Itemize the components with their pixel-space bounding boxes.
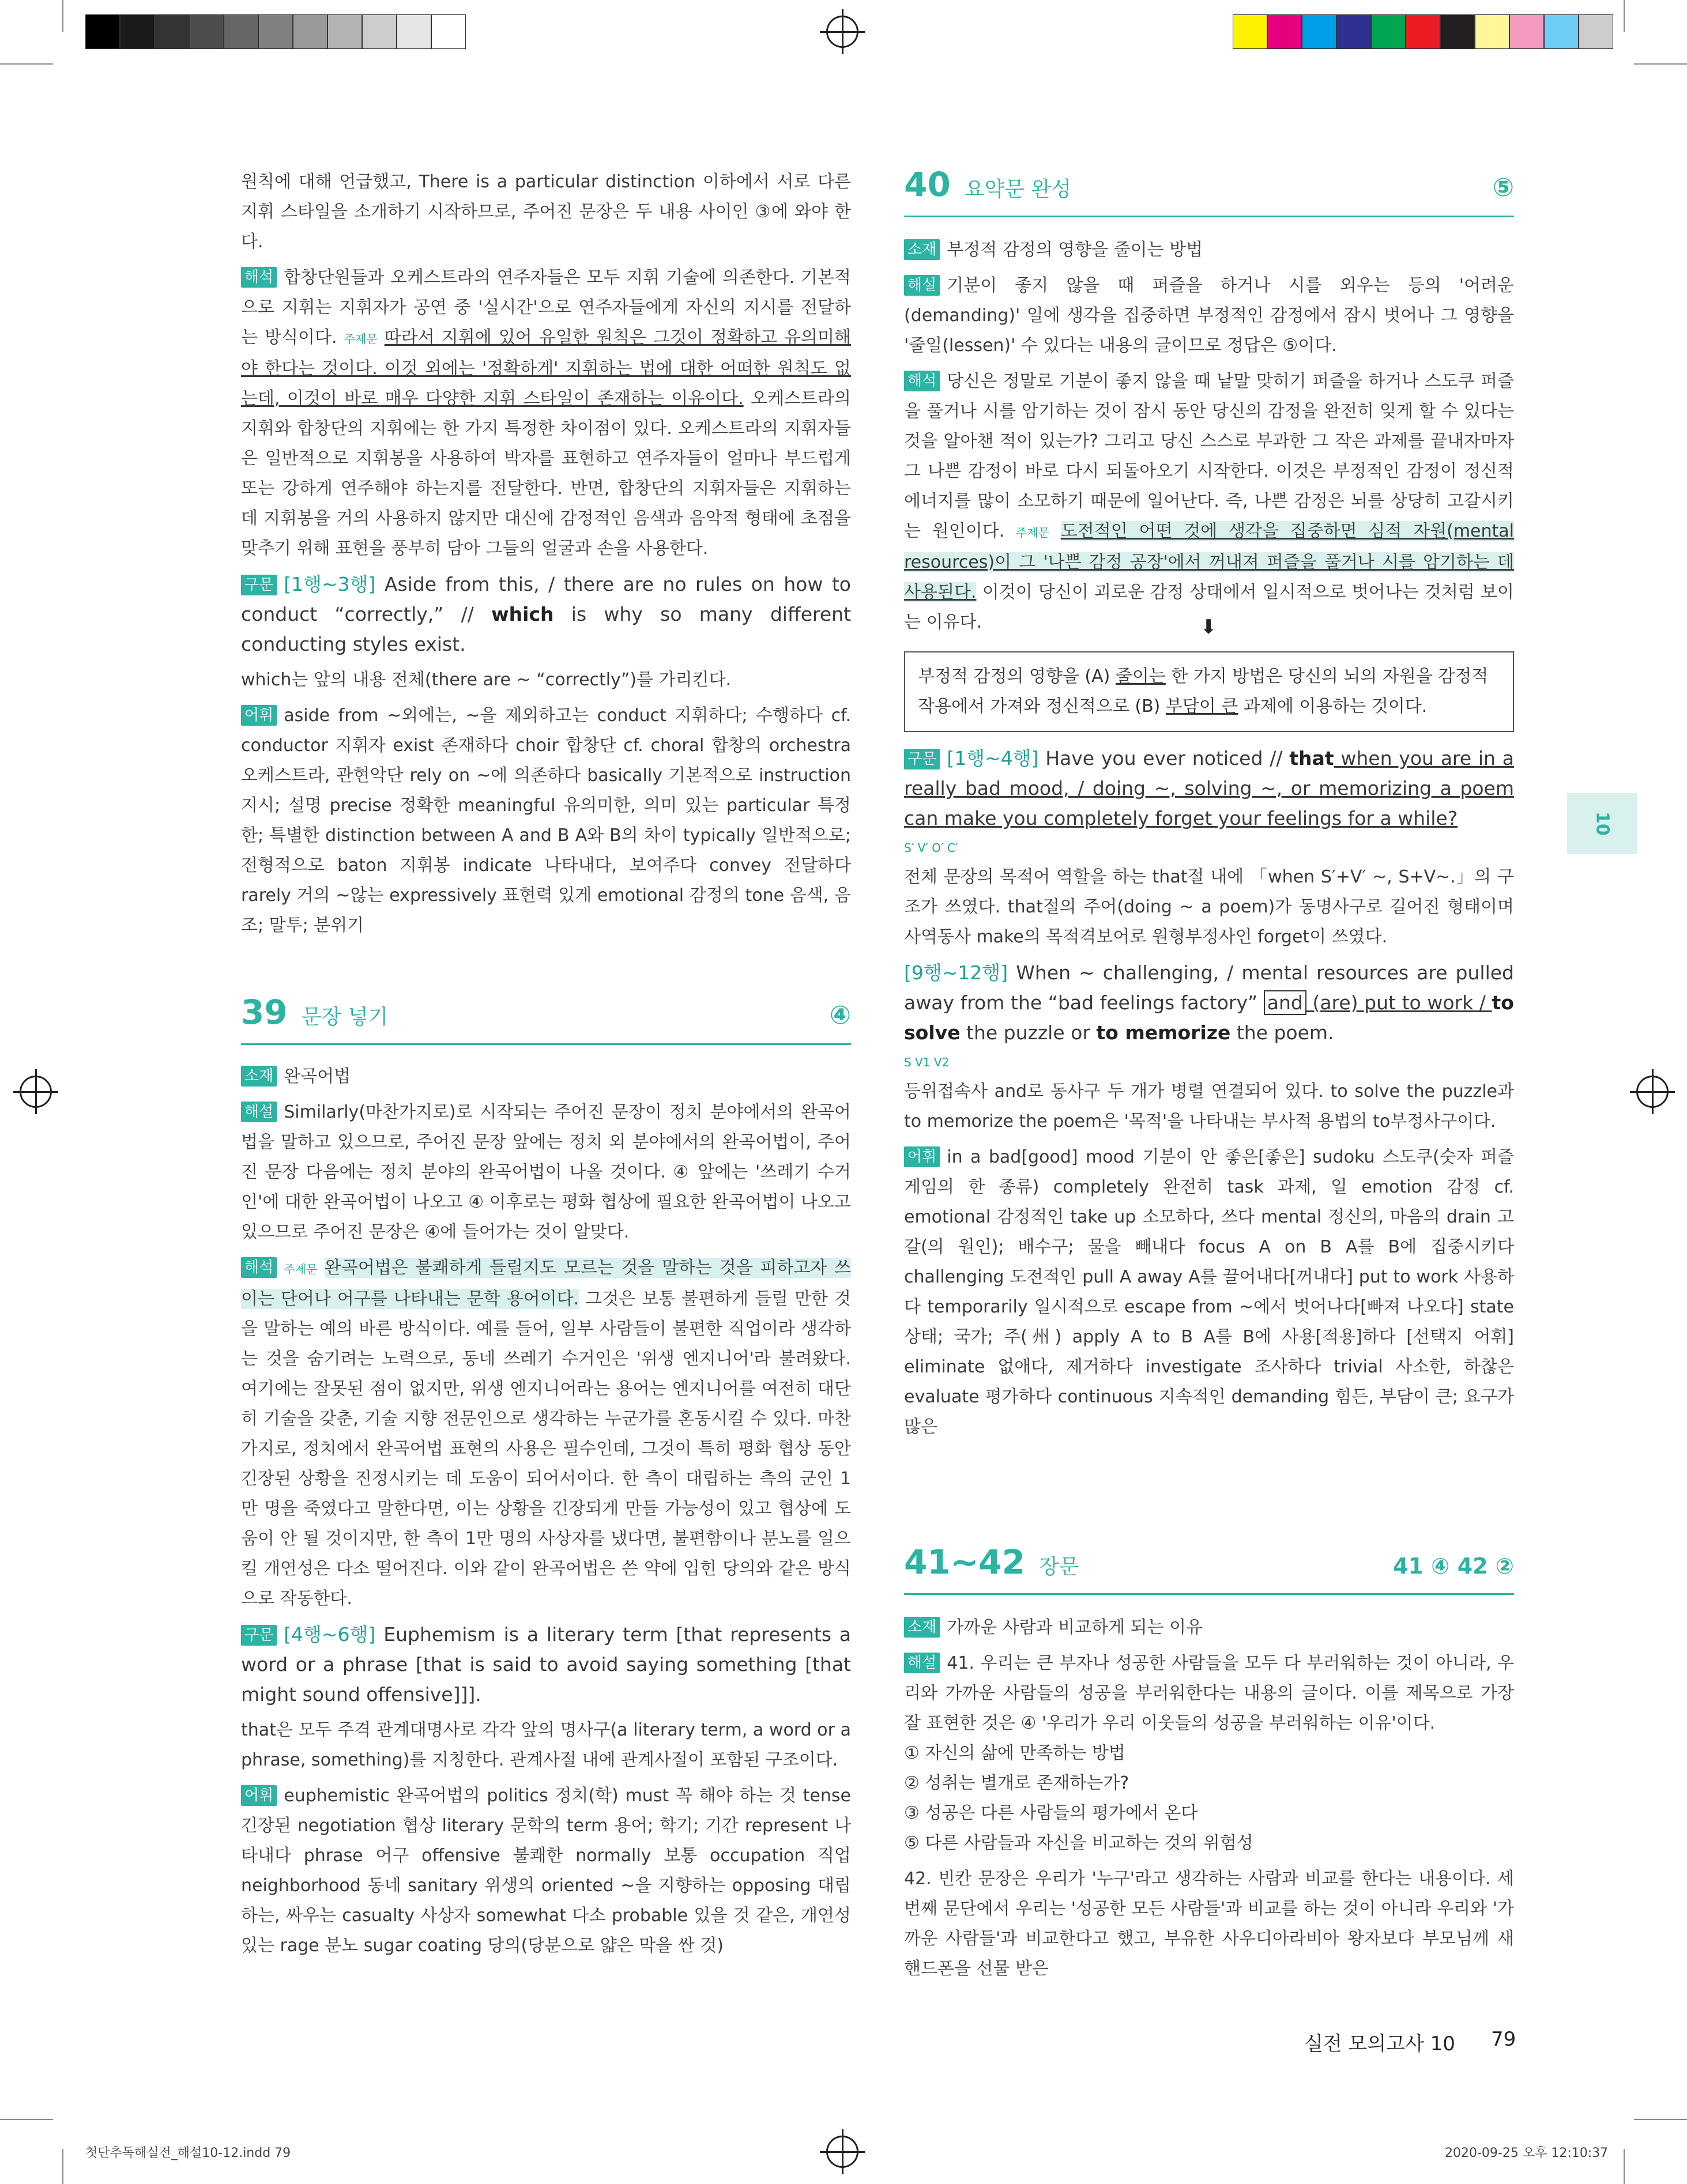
haeseol-text: 기분이 좋지 않을 때 퍼즐을 하거나 시를 외우는 등의 '어려운(demanding)' 일에 생각을 집중하면 부정적인 감정에서 잠시 벗어나 그 영향을 '줄일(lessen)' 수 있다는 내용의 글이므로 정답은 ⑤이다. [904,276,1514,356]
section-39-header [241,993,851,1045]
section-40-header [904,165,1514,217]
crop-mark [1634,2119,1687,2120]
crop-mark [1624,2149,1625,2184]
gumun-text-b: is why so many different conducting styles exist. [241,603,852,655]
section-39-body [241,1062,851,1967]
haeseol-tag: 해설 [241,1102,277,1122]
vocab-text: in a bad[good] mood 기분이 안 좋은[좋은] sudoku 스도쿠(숫자 퍼즐 게임의 한 종류) completely 완전히 task 과제, 일 emotion 감정 cf. emotional 감정적인 take up 소모하다, 쓰다 mental 정신의, 마음의 drain 고갈(의 원인); 배수구; 물을 빼내다 focus A on B A를 B에 집중시키다 challenging 도전적인 pull A away A를 끌어내다[꺼내다] put to work 사용하다 temporarily 일시적으로 escape from ~에서 벗어나다[빠져 나오다] state 상태; 국가; 주(州) apply A to B A를 B에 사용[적용]하다 [선택지 어휘] eliminate 없애다, 제거하다 investigate 조사하다 trivial 사소한, 하찮은 evaluate 평가하다 continuous 지속적인 demanding 힘든, 부담이 큰; 요구가 많은 [904,1147,1514,1437]
left-column-top [241,167,851,946]
gray-swatch [224,14,258,49]
haeseol-text: Similarly(마찬가지로)로 시작되는 주어진 문장이 정치 분야에서의 완곡어법을 말하고 있으므로, 주어진 문장 앞에는 정치 외 분야에서의 완곡어법이, 주어진 문장 다음에는 정치 분야의 완곡어법이 나올 것이다. ④ 앞에는 '쓰레기 수거인'에 대한 완곡어법이 나오고 ④ 이후로는 평화 협상에 필요한 완곡어법이 나오고 있으므로 주어진 문장은 ④에 들어가는 것이 알맞다. [241,1102,851,1242]
sojae-paragraph [904,235,1514,265]
chapter-side-tab: 10 [1567,793,1637,854]
gumun-text: (are) put to work / [1306,991,1492,1014]
theme-label: 주제문 [284,1262,318,1276]
section-number: 40 [904,165,951,204]
gumun-and-box: and [1264,990,1306,1015]
color-swatch [1579,14,1613,49]
gumun-paragraph-2 [904,958,1514,1048]
gray-swatch [189,14,224,49]
gumun-text: When ~ challenging, / mental resources are pulled away from the “bad feelings factory” [904,961,1514,1014]
theme-sentence: 따라서 지휘에 있어 유일한 원칙은 그것이 정확하고 유의미해야 한다는 것이다. 이것 외에는 '정확하게' 지휘하는 법에 대한 어떠한 원칙도 없는데, 이것이 바로 매우 다양한 지휘 스타일이 존재하는 이유이다. [241,327,851,409]
color-swatch [1544,14,1579,49]
crop-mark [0,63,53,65]
print-date: 2020-09-25 오후 12:10:37 [1445,2146,1609,2160]
theme-sentence: 도전적인 어떤 것에 생각을 집중하면 심적 자원(mental resources)이 그 '나쁜 감정 공장'에서 꺼내져 퍼즐을 풀거나 시를 암기하는 데 사용된다. [904,521,1515,602]
haeseok-text-b: 이것이 당신이 괴로운 감정 상태에서 일시적으로 벗어나는 것처럼 보이는 이유다. [904,582,1514,632]
gumun-note-1: 전체 문장의 목적어 역할을 하는 that절 내에 「when S′+V′ ~, S+V~.」의 구조가 쓰였다. that절의 주어(doing ~ a poem)가 동명사구로 길어진 형태이며 사역동사 make의 목적격보어로 원형부정사인 forget이 쓰였다. [904,867,1514,947]
haeseok-text: 그것은 보통 불편하게 들릴 만한 것을 말하는 예의 바른 방식이다. 예를 들어, 일부 사람들이 불편한 직업이라 생각하는 것을 숨기려는 노력으로, 동네 쓰레기 수거인은 '위생 엔지니어'라 불려왔다. 여기에는 잘못된 점이 없지만, 위생 엔지니어라는 용어는 엔지니어를 여전히 대단히 기술을 갖춘, 기술 지향 전문인으로 생각하는 누군가를 혼동시킬 수 있다. 마찬가지로, 정치에서 완곡어법 표현의 사용은 필수인데, 그것이 특히 평화 협상 동안 긴장된 상황을 진정시키는 데 도움이 되어서이다. 한 측이 대립하는 측의 군인 1만 명을 죽였다고 말한다면, 이는 상황을 긴장되게 만들 가능성이 있고 협상에 도움이 안 될 것이지만, 한 측이 1만 명의 사상자를 냈다면, 불편함이나 분노를 일으킬 개연성은 다소 떨어진다. 이와 같이 완곡어법은 쓴 약에 입힌 당의와 같은 방식으로 작동한다. [241,1289,851,1609]
theme-sentence: 완곡어법은 불쾌하게 들릴지도 모르는 것을 말하는 것을 피하고자 쓰이는 단어나 어구를 나타내는 문학 용어이다. [241,1258,851,1309]
down-arrow-icon: ⬇ [1200,616,1217,639]
eohwi-tag: 어휘 [241,1785,277,1806]
sojae-paragraph [241,1062,851,1092]
sojae-tag: 소재 [904,239,940,260]
print-file-name: 첫단추독해실전_해설10-12.indd 79 [85,2146,291,2160]
page-number: 79 [1491,2028,1516,2051]
section-number: 39 [241,993,288,1032]
color-swatch [1440,14,1475,49]
registration-mark-top [826,16,858,48]
registration-mark-right [1636,1076,1669,1108]
color-swatch [1336,14,1371,49]
sojae-text: 가까운 사람과 비교하게 되는 이유 [947,1617,1203,1638]
gray-swatch [431,14,466,49]
gray-swatches [85,14,466,49]
color-swatches [1233,14,1613,49]
crop-mark [1624,0,1625,32]
registration-mark-bottom [826,2136,858,2168]
summary-text: 과제에 이용하는 것이다. [1238,696,1428,716]
haeseol-paragraph [904,1649,1514,1738]
gumun-lines: [1행~4행] [947,747,1039,770]
crop-mark [0,2119,53,2120]
section-40-body-top [904,235,1514,643]
gumun-text: when you are in a really bad mood, / doing ~, solving ~, or memorizing a poem can make you completely forget your feelings for a while? [904,747,1514,829]
vocab-text: aside from ~외에는, ~을 제외하고는 conduct 지휘하다; 수행하다 cf. conductor 지휘자 exist 존재하다 choir 합창단 cf. choral 합창의 orchestra 오케스트라, 관현악단 rely on ~에 의존하다 basically 기본적으로 instruction 지시; 설명 precise 정확한 meaningful 유의미한, 의미 있는 particular 특정한; 특별한 distinction between A and B A와 B의 차이 typically 일반적으로; 전형적으로 baton 지휘봉 indicate 나타내다, 보여주다 convey 전달하다 rarely 거의 ~않는 expressively 표현력 있게 emotional 감정의 tone 음색, 음조; 말투; 분위기 [241,706,851,936]
gumun-text: Have you ever noticed // [1045,747,1290,770]
gumun-paragraph-1 [904,744,1514,833]
gumun-lines: [4행~6행] [284,1623,376,1646]
color-swatch [1406,14,1440,49]
section-title: 문장 넣기 [301,1005,389,1029]
crop-mark [62,0,63,32]
page-footer-label: 실전 모의고사 10 [1304,2032,1455,2055]
gumun-which: which [491,603,554,625]
registration-mark-left [20,1076,52,1108]
haeseok-text: 당신은 정말로 기분이 좋지 않을 때 낱말 맞히기 퍼즐을 하거나 스도쿠 퍼즐을 풀거나 시를 암기하는 것이 잠시 동안 당신의 감정을 완전히 잊게 할 수 있다는 것을 알아챈 적이 있는가? 그리고 당신 스스로 부과한 그 작은 과제를 끝내자마자 그 나쁜 감정이 바로 다시 되돌아오기 시작한다. 이것은 부정적인 감정이 정신적 에너지를 많이 소모하기 때문에 일어난다. 즉, 나쁜 감정은 뇌를 상당히 고갈시키는 원인이다. [904,371,1514,541]
eohwi-tag: 어휘 [241,705,277,726]
section-40-body-bottom [904,744,1514,1448]
color-swatch [1233,14,1267,49]
section-title: 장문 [1039,1555,1079,1579]
color-swatch [1267,14,1302,49]
gumun-lines: [1행~3행] [284,573,376,595]
vocab-paragraph [904,1142,1514,1442]
option-1: ① 자신의 삶에 만족하는 방법 [904,1743,1125,1763]
gumun-text: Euphemism is a literary term [that represents a word or a phrase [that is said to avoid saying something [that might sound offensive]]]. [241,1623,851,1706]
theme-label: 주제문 [1016,526,1049,540]
gumun-memorize: to memorize [1096,1021,1231,1044]
gray-swatch [120,14,155,49]
gumun-text: the poem. [1230,1021,1334,1044]
theme-label: 주제문 [344,332,378,346]
gumun-note-2: 등위접속사 and로 동사구 두 개가 병렬 연결되어 있다. to solve the puzzle과 to memorize the poem은 '목적'을 나타내는 부사적 용법의 to부정사구이다. [904,1081,1514,1131]
sojae-text: 부정적 감정의 영향을 줄이는 방법 [947,240,1203,260]
color-swatch [1509,14,1544,49]
gumun-note: which는 앞의 내용 전체(there are ~ “correctly”)를 가리킨다. [241,670,732,690]
crop-mark [1634,63,1687,65]
haeseok-paragraph [241,263,851,564]
gumun-that: that [1289,747,1334,770]
haeseol-tag: 해설 [904,1653,940,1673]
haeseok-paragraph [241,1253,851,1614]
section-answer: ④ [829,1001,851,1030]
gray-swatch [258,14,293,49]
gumun-tag: 구문 [241,575,277,595]
section-number: 41~42 [904,1542,1026,1582]
color-swatch [1371,14,1406,49]
section-41-header [904,1542,1514,1595]
summary-blank-a: 줄이는 [1115,666,1166,686]
gumun-lines: [9행~12행] [904,961,1008,984]
gumun-tag: 구문 [904,749,940,770]
gray-swatch [327,14,362,49]
option-3: ③ 성공은 다른 사람들의 평가에서 온다 [904,1803,1198,1823]
haeseok-tag: 해석 [904,371,940,391]
section-answer: 41 ④ 42 ② [1393,1553,1514,1579]
option-5: ⑤ 다른 사람들과 자신을 비교하는 것의 위험성 [904,1833,1253,1853]
vocab-paragraph [241,1781,851,1961]
sojae-text: 완곡어법 [284,1066,351,1087]
color-swatch [1475,14,1509,49]
haeseok-paragraph [904,367,1514,638]
section-41-body [904,1613,1514,1990]
haeseol-paragraph [904,271,1514,361]
gumun-paragraph [241,569,851,659]
gumun-tag: 구문 [241,1625,277,1646]
gray-swatch [293,14,327,49]
summary-text: 한 가지 방법은 당신의 뇌의 자원을 감정적 작용에서 가져와 정신적으로 (B) [918,666,1489,716]
haeseok-tag: 해석 [241,267,277,288]
gumun-text: the puzzle or [960,1021,1097,1044]
gray-swatch [85,14,120,49]
vocab-paragraph [241,701,851,941]
haeseol-tag: 해설 [904,275,940,296]
vocab-text: euphemistic 완곡어법의 politics 정치(학) must 꼭 해야 하는 것 tense 긴장된 negotiation 협상 literary 문학의 term 용어; 학기; 기간 represent 나타내다 phrase 어구 offensive 불쾌한 normally 보통 occupation 직업 neighborhood 동네 sanitary 위생의 oriented ~을 지향하는 opposing 대립하는, 싸우는 casualty 사상자 somewhat 다소 probable 있을 것 같은, 개연성 있는 rage 분노 sugar coating 당의(당분으로 얇은 막을 싼 것) [241,1786,851,1956]
summary-box [904,651,1514,732]
section-answer: ⑤ [1492,173,1514,202]
eohwi-tag: 어휘 [904,1146,940,1167]
haeseok-text-b: 오케스트라의 지휘와 합창단의 지휘에는 한 가지 특정한 차이점이 있다. 오케스트라의 지휘자들은 일반적으로 지휘봉을 사용하여 박자를 표현하고 연주자들이 얼마나 부드럽게 또는 강하게 연주해야 하는지를 전달한다. 반면, 합창단의 지휘자들은 지휘하는 데 지휘봉을 거의 사용하지 않지만 대신에 감정적인 음색과 음악적 형태에 초점을 맞추기 위해 표현을 풍부히 담아 그들의 얼굴과 손을 사용한다. [241,388,851,559]
sojae-tag: 소재 [904,1617,940,1638]
summary-text: 부정적 감정의 영향을 (A) [918,666,1116,686]
summary-blank-b: 부담이 큰 [1165,696,1238,716]
sojae-paragraph [904,1613,1514,1643]
grammar-labels: S V1 V2 [904,1055,950,1069]
haeseok-text: 합창단원들과 오케스트라의 연주자들은 모두 지휘 기술에 의존한다. 기본적으로 지휘는 지휘자가 공연 중 '실시간'으로 연주자들에게 자신의 지시를 전달하는 방식이다. [241,267,851,348]
crop-mark [62,2149,63,2184]
intro-paragraph: 원칙에 대해 언급했고, There is a particular distinction 이하에서 서로 다른 지휘 스타일을 소개하기 시작하므로, 주어진 문장은 두 내용 사이인 ③에 와야 한다. [241,172,851,252]
gumun-paragraph [241,1620,851,1710]
haeseol-paragraph [241,1097,851,1247]
gray-swatch [397,14,431,49]
option-2: ② 성취는 별개로 존재하는가? [904,1773,1129,1793]
gumun-solve: to solve [904,991,1514,1044]
gray-swatch [155,14,189,49]
section-title: 요약문 완성 [964,178,1072,201]
haeseok-tag: 해석 [241,1257,277,1278]
haeseol-text: 41. 우리는 큰 부자나 성공한 사람들을 모두 다 부러워하는 것이 아니라, 우리와 가까운 사람들의 성공을 부러워한다는 내용의 글이다. 이를 제목으로 가장 잘 표현한 것은 ④ '우리가 우리 이웃들의 성공을 부러워하는 이유'이다. [904,1653,1514,1733]
gray-swatch [362,14,397,49]
grammar-labels: S′ V′ O′ C′ [904,841,958,855]
haeseol-42: 42. 빈칸 문장은 우리가 '누구'라고 생각하는 사람과 비교를 한다는 내용이다. 세 번째 문단에서 우리는 '성공한 모든 사람들'과 비교를 하는 것이 아니라 우리와 '가까운 사람들'과 비교한다고 했고, 부유한 사우디아라비아 왕자보다 부모님께 새 핸드폰을 선물 받은 [904,1869,1514,1979]
color-swatch [1302,14,1336,49]
gumun-note: that은 모두 주격 관계대명사로 각각 앞의 명사구(a literary term, a word or a phrase, something)를 지칭한다. 관계사절 내에 관계사절이 포함된 구조이다. [241,1720,851,1770]
gumun-text-a: Aside from this, / there are no rules on how to conduct “correctly,” // [241,573,851,625]
sojae-tag: 소재 [241,1066,277,1087]
